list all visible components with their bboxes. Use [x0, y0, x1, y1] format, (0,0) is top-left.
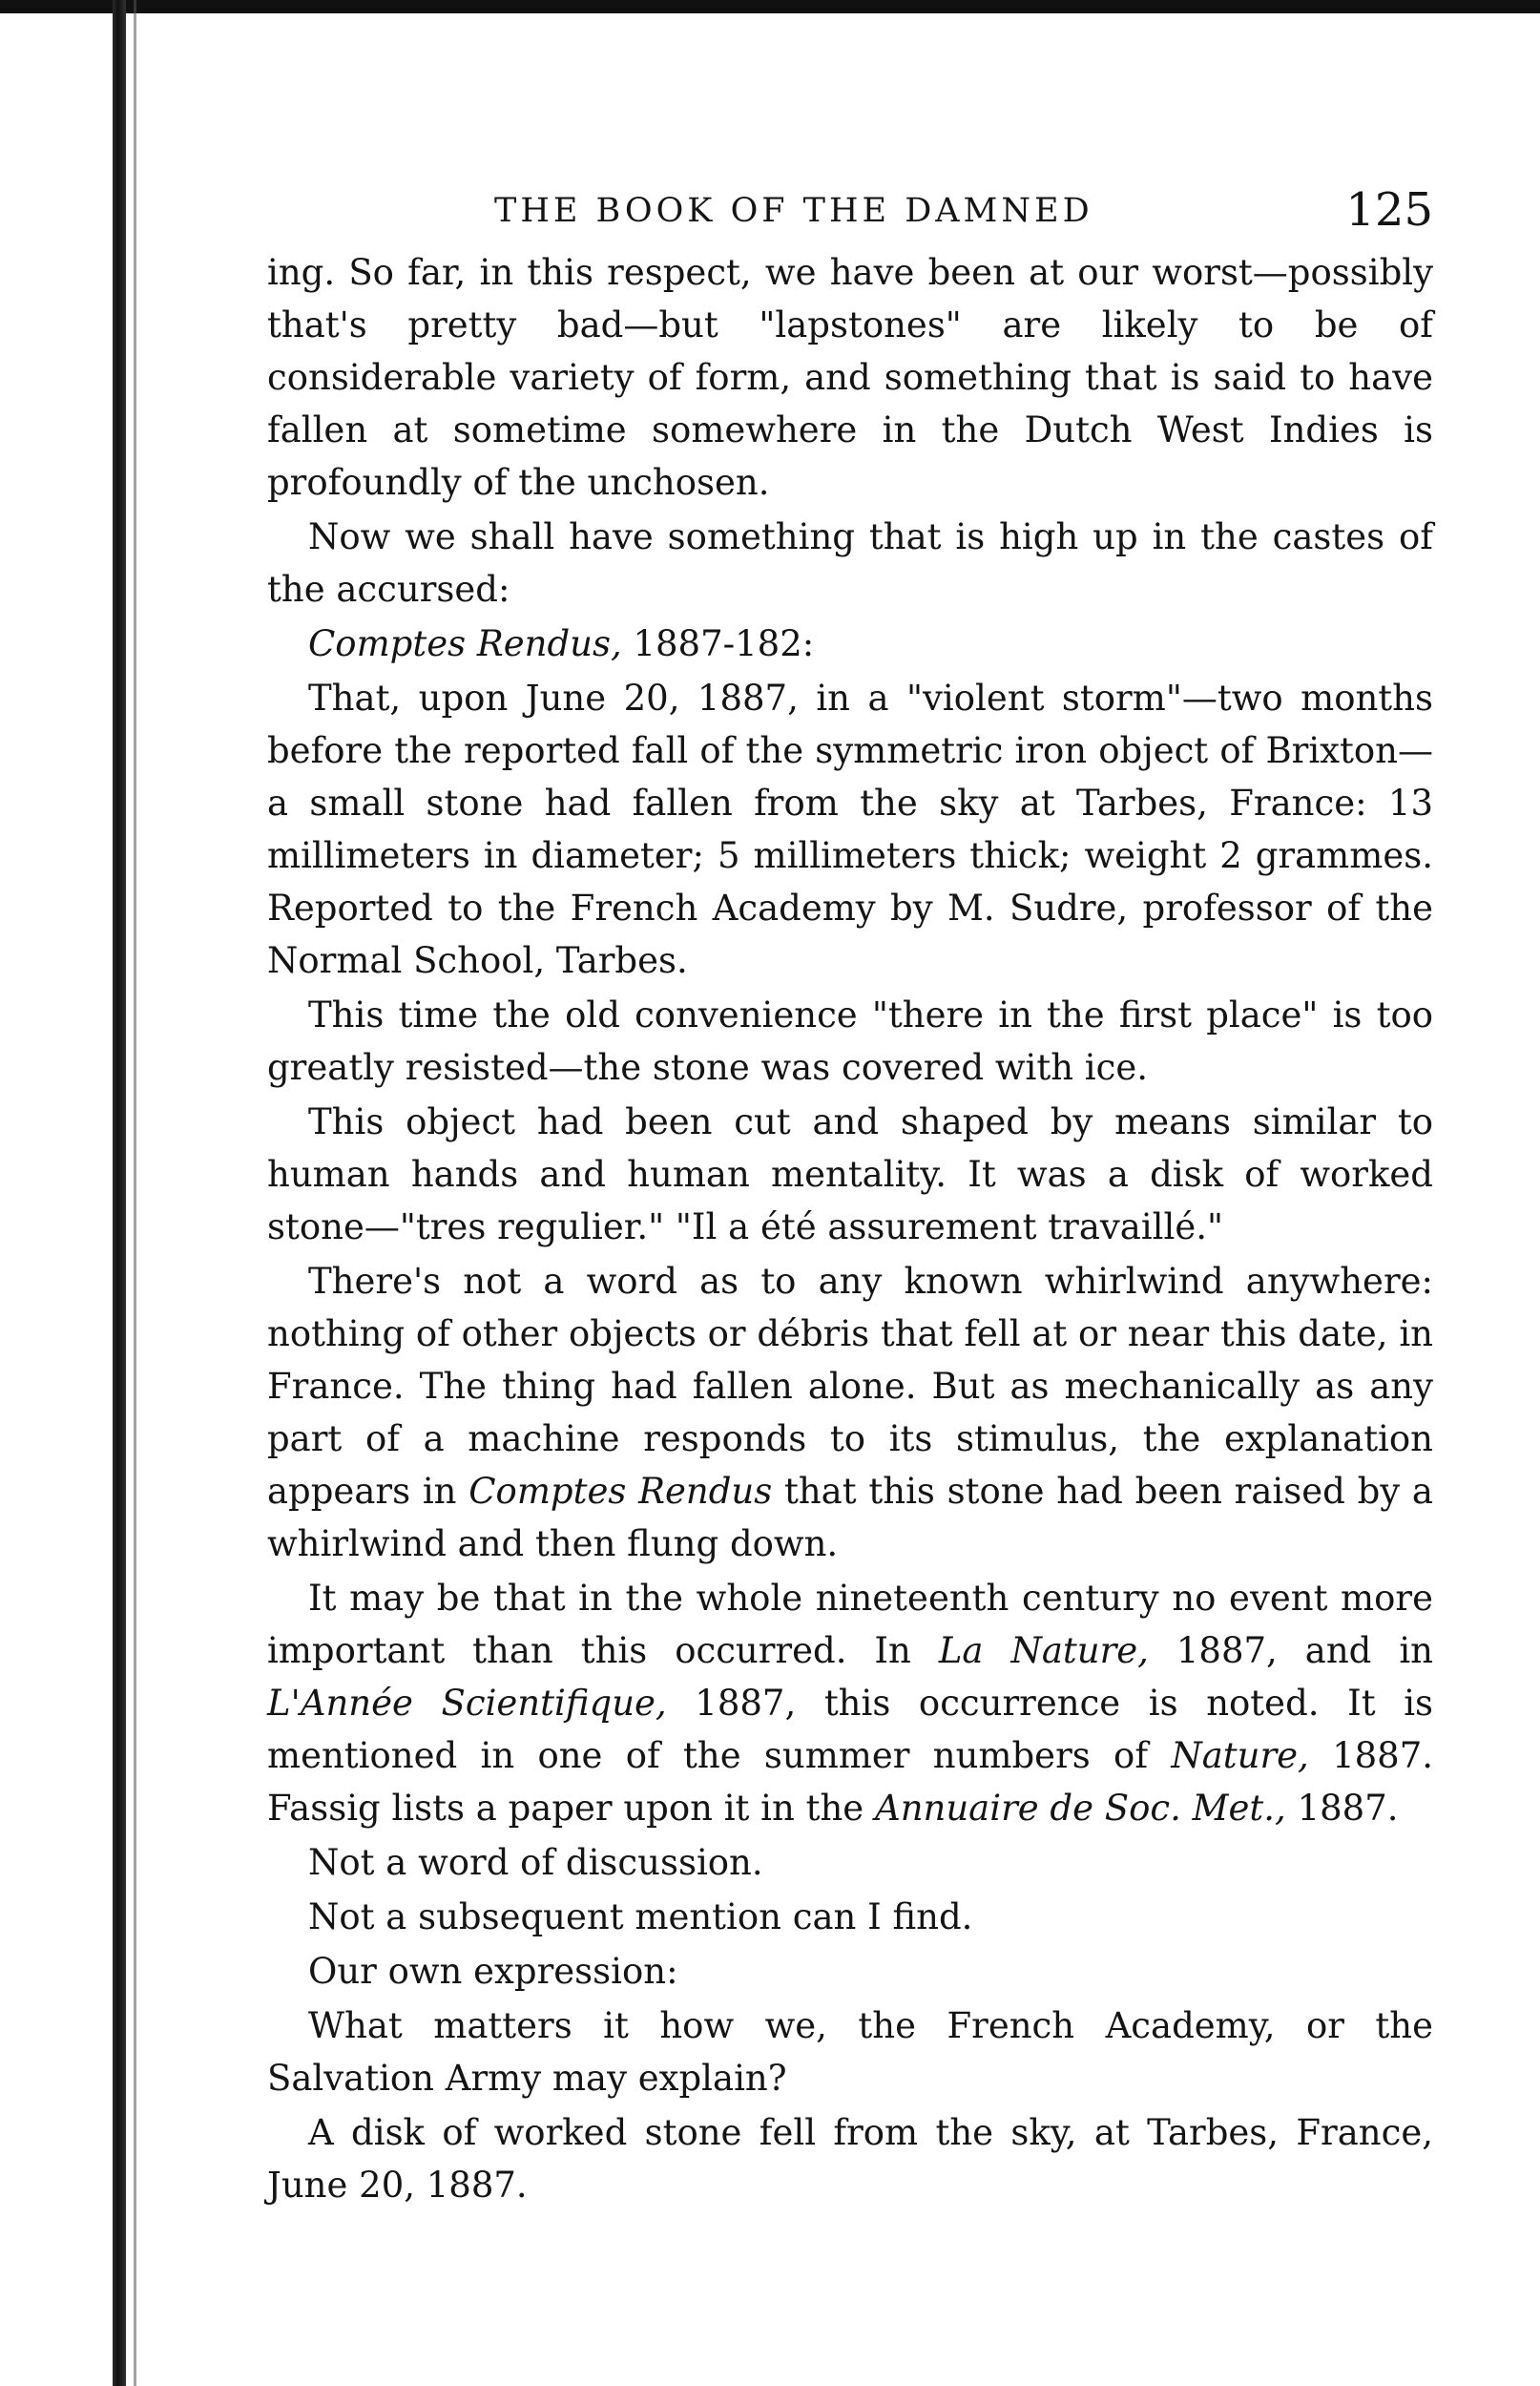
paragraph: That, upon June 20, 1887, in a "violent storm"—two months before the reported fall of the symmetric iron object of Brixton—a small stone had fallen from the sky at Tarbes, France: 13 millimeters in diameter; 5 millimeters thick; weight 2 grammes. Reported to the French Academy by M. Sudre, professor of the Normal School, Tarbes.	[267, 678, 1433, 981]
citation-ref: 1887-182:	[621, 623, 815, 664]
citation-source: La Nature,	[938, 1630, 1149, 1671]
scan-top-edge	[0, 0, 1540, 13]
text-run: 1887, this occurrence is noted. It is mentioned in one of the summer numbers of	[267, 1683, 1434, 1776]
text-run: that this stone had been raised by a whirlwind and then flung down.	[267, 1471, 1433, 1564]
citation-source: Comptes Rendus,	[308, 623, 622, 664]
running-header	[267, 183, 1433, 244]
paragraph	[267, 1255, 1433, 1570]
text-run: 1887, and in	[1148, 1630, 1433, 1671]
page-binding-line	[134, 0, 136, 2386]
paragraph	[267, 1572, 1433, 1834]
running-title: THE BOOK OF THE DAMNED	[494, 192, 1093, 230]
citation-line	[267, 617, 1433, 670]
paragraph: Now we shall have something that is high up in the castes of the accursed:	[267, 516, 1433, 610]
text-run: It may be that in the whole nineteenth century no event more important than this occurred. In	[267, 1578, 1433, 1671]
paragraph-continued: ing. So far, in this respect, we have been at our worst—possibly that's pretty bad—but "lapstones" are likely to be of considerable variety of form, and something that is said to have fallen at sometime somewhere in the Dutch West Indies is profoundly of the unchosen.	[267, 252, 1433, 503]
body-text	[267, 246, 1433, 2213]
paragraph: This object had been cut and shaped by means similar to human hands and human mentality. It was a disk of worked stone—"tres regulier." "Il a été assurement travaillé."	[267, 1101, 1433, 1247]
paragraph: A disk of worked stone fell from the sky, at Tarbes, France, June 20, 1887.	[267, 2112, 1433, 2206]
paragraph: This time the old convenience "there in the first place" is too greatly resisted—the stone was covered with ice.	[267, 994, 1433, 1088]
paragraph: What matters it how we, the French Academy, or the Salvation Army may explain?	[267, 2005, 1433, 2099]
page-number: 125	[1345, 183, 1433, 237]
paragraph: Not a subsequent mention can I find.	[308, 1896, 973, 1937]
citation-source: Comptes Rendus	[468, 1471, 773, 1512]
text-run: 1887. Fassig lists a paper upon it in the	[267, 1735, 1434, 1829]
paragraph: Not a word of discussion.	[308, 1842, 763, 1883]
citation-source: Annuaire de Soc. Met.,	[874, 1788, 1286, 1829]
paragraph: Our own expression:	[308, 1951, 678, 1992]
citation-source: Nature,	[1171, 1735, 1309, 1776]
text-run: 1887.	[1285, 1788, 1399, 1829]
text-run: There's not a word as to any known whirlwind anywhere: nothing of other objects or débris that fell at or near this date, in France. The thing had fallen alone. But as mechanically as any part of a machine responds to its stimulus, the explanation appears in	[267, 1261, 1433, 1512]
page-binding-shadow	[113, 0, 126, 2386]
citation-source: L'Année Scientifique,	[267, 1683, 667, 1724]
